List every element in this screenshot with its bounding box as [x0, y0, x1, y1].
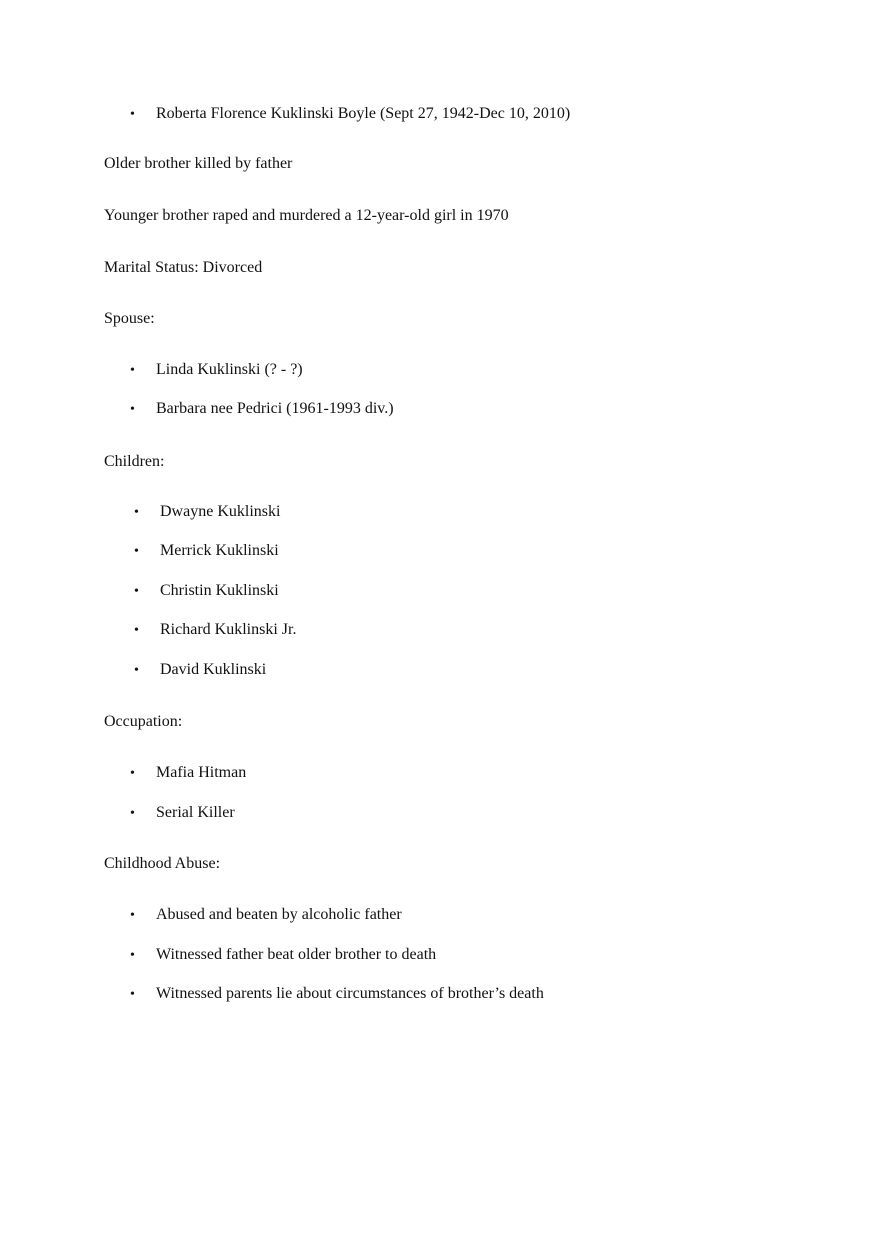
list-item: • Witnessed parents lie about circumstances of brother’s death [130, 984, 544, 1005]
heading-childhood-abuse: Childhood Abuse: [104, 855, 221, 872]
bullet-icon: • [134, 623, 139, 638]
list-item: • Dwayne Kuklinski [134, 502, 280, 523]
list-item: • Mafia Hitman [130, 763, 246, 784]
bullet-icon: • [130, 948, 135, 963]
bullet-icon: • [130, 402, 135, 417]
paragraph-older-brother: Older brother killed by father [104, 155, 293, 172]
list-item: • Witnessed father beat older brother to death [130, 945, 436, 966]
bullet-icon: • [134, 505, 139, 520]
list-item: • Abused and beaten by alcoholic father [130, 905, 402, 926]
bullet-icon: • [130, 107, 135, 122]
paragraph-marital-status: Marital Status: Divorced [104, 259, 263, 276]
bullet-icon: • [130, 908, 135, 923]
bullet-icon: • [130, 363, 135, 378]
list-item: • Linda Kuklinski (? - ?) [130, 360, 303, 381]
list-item: • Christin Kuklinski [134, 581, 279, 602]
paragraph-younger-brother: Younger brother raped and murdered a 12-year-old girl in 1970 [104, 207, 509, 224]
list-item: • David Kuklinski [134, 660, 266, 681]
bullet-icon: • [130, 766, 135, 781]
bullet-icon: • [134, 544, 139, 559]
bullet-icon: • [130, 987, 135, 1002]
heading-spouse: Spouse: [104, 310, 155, 327]
list-item: • Richard Kuklinski Jr. [134, 620, 296, 641]
bullet-icon: • [134, 663, 139, 678]
list-item: • Roberta Florence Kuklinski Boyle (Sept 27, 1942-Dec 10, 2010) [130, 104, 570, 125]
list-item: • Merrick Kuklinski [134, 541, 279, 562]
list-item: • Serial Killer [130, 803, 235, 824]
bullet-icon: • [134, 584, 139, 599]
heading-children: Children: [104, 453, 165, 470]
heading-occupation: Occupation: [104, 713, 183, 730]
bullet-icon: • [130, 806, 135, 821]
list-item: • Barbara nee Pedrici (1961-1993 div.) [130, 399, 394, 420]
